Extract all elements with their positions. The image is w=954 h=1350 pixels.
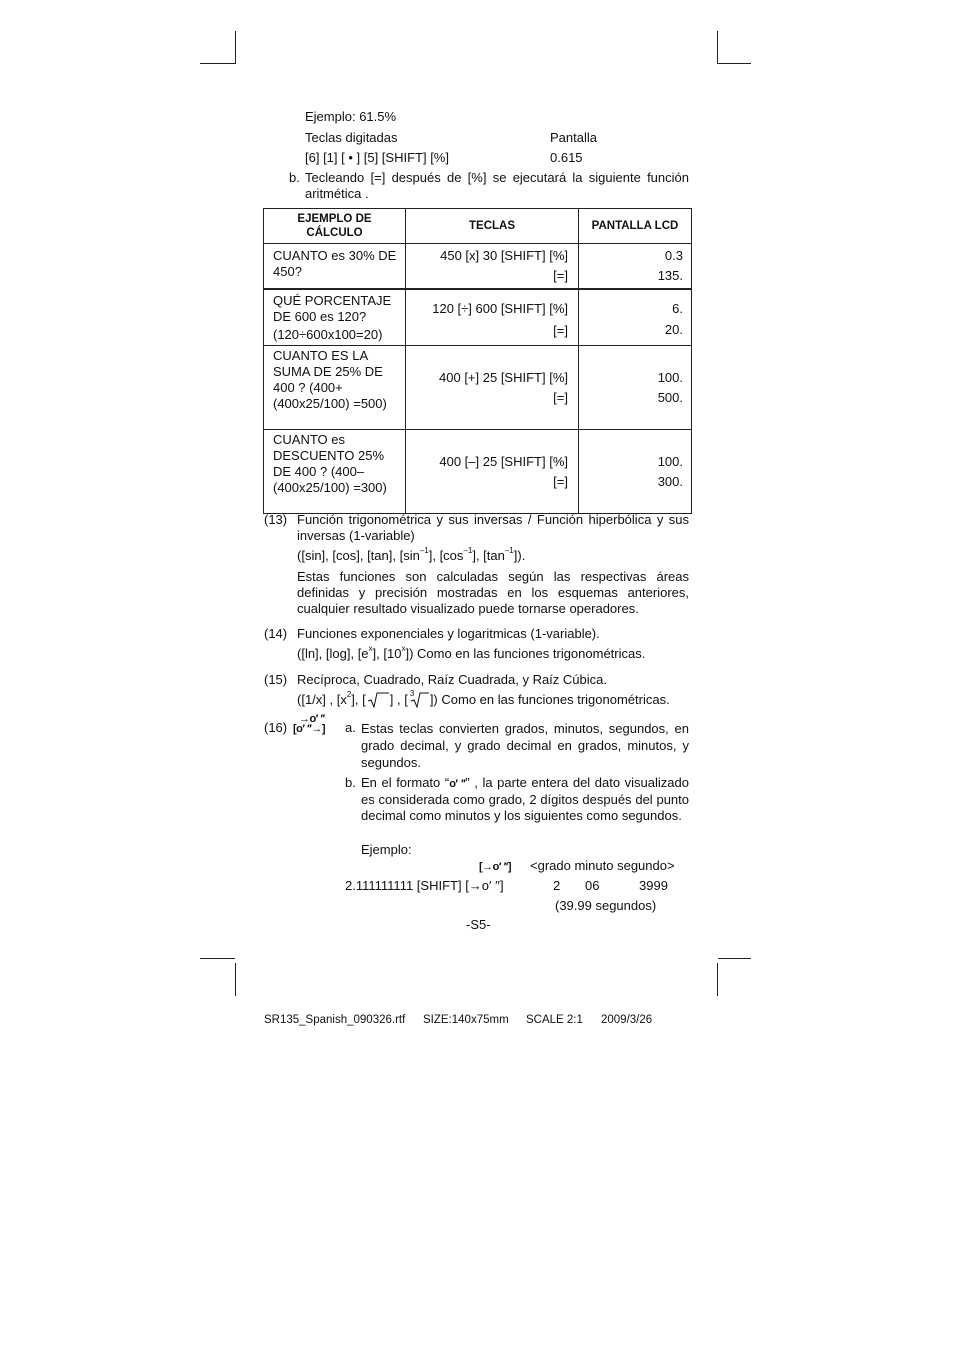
header-example: EJEMPLO DE CÁLCULO <box>264 209 406 244</box>
dms-note: (39.99 segundos) <box>555 898 657 913</box>
table-row <box>264 346 692 430</box>
section-13-number: (13) <box>264 512 288 527</box>
footer-file: SR135_Spanish_090326.rtf <box>264 1014 406 1026</box>
cube-root-icon: 3 <box>408 694 430 708</box>
footer-date: 2009/3/26 <box>601 1014 653 1026</box>
row-keys <box>406 430 579 514</box>
row-lcd-1: 6. <box>672 301 683 316</box>
example-keys: [6] [1] [ • ] [5] [SHIFT] [%] <box>305 150 449 165</box>
table-row <box>264 289 692 346</box>
crop-mark-bottom-left-v <box>235 963 236 996</box>
item-b-text: Tecleando [=] después de [%] se ejecutará la siguiente función aritmética . <box>305 170 689 201</box>
item-b2-marker: b. <box>345 775 356 790</box>
item-b2-text: En el formato “o′ ′′” , la parte entera del dato visualizado es considerada como grado, 2 dígitos después del punto decimal como minutos y los siguientes como segundos. <box>361 775 689 823</box>
dms-header: <grado minuto segundo> <box>530 858 675 873</box>
row-lcd-1: 100. <box>657 453 683 469</box>
dms-grado: 2 <box>553 878 561 893</box>
table-row <box>264 430 692 514</box>
row-example: CUANTO es DESCUENTO 25% DE 400 ? (400–(400x25/100) =300) <box>264 430 406 514</box>
row-lcd-1: 100. <box>657 369 683 385</box>
row-example-line2: (120÷600x100=20) <box>273 327 383 342</box>
footer-size: SIZE:140x75mm <box>423 1014 509 1026</box>
row-example: CUANTO ES LA SUMA DE 25% DE 400 ? (400+(400x25/100) =500) <box>264 346 406 430</box>
item-a-text: Estas teclas convierten grados, minutos, segundos, en grado decimal, y grado decimal en grados, minutos, y segundos. <box>361 721 689 770</box>
row-lcd <box>579 289 692 346</box>
row-keys <box>406 244 579 290</box>
section-14-number: (14) <box>264 626 288 641</box>
section-14-keys: ([ln], [log], $[e^x]$, [10$^x$]) Como en las funciones trigonométricas. <box>297 644 646 661</box>
row-keys-2: [=] <box>553 473 568 489</box>
row-keys-1: 120 [÷] 600 [SHIFT] [%] <box>432 301 568 316</box>
example-label: Ejemplo: 61.5% <box>305 109 397 124</box>
section-13-title: Función trigonométrica y sus inversas / Función hiperbólica y sus inversas (1-variable) <box>297 512 689 543</box>
section-14-title: Funciones exponenciales y logaritmicas (1-variable). <box>297 626 600 641</box>
square-root-icon <box>366 694 390 708</box>
row-keys <box>406 346 579 430</box>
example-16-label: Ejemplo: <box>361 842 412 857</box>
item-a-marker: a. <box>345 720 356 735</box>
row-keys-2: [=] <box>553 389 568 405</box>
section-13-keys: ([sin], [cos], [tan], $[\sin^{-1}]$, $[\cos^{-1}]$, $[\tan^{-1}]$). <box>297 546 526 563</box>
row-lcd-2: 20. <box>664 322 683 337</box>
row-keys <box>406 289 579 346</box>
row-example <box>264 289 406 346</box>
row-lcd-2: 135. <box>657 268 683 283</box>
crop-mark-top-right-h <box>718 63 751 64</box>
section-15-keys: ([1/x] , $[x^2]$, [ ] , [ 3 ]) Como en las funciones trigonométricas. <box>297 688 670 707</box>
dms-format-icon: o′ ′′ <box>449 778 466 790</box>
crop-mark-bottom-right-h <box>718 958 751 959</box>
percent-examples-table <box>263 208 692 514</box>
keys-header: Teclas digitadas <box>305 130 398 145</box>
row-lcd <box>579 244 692 290</box>
row-keys-1: 450 [x] 30 [SHIFT] [%] <box>440 248 568 263</box>
row-example-line1: QUÉ PORCENTAJE DE 600 es 120? <box>273 293 392 324</box>
header-lcd: PANTALLA LCD <box>579 209 692 244</box>
row-keys-2: [=] <box>553 323 568 338</box>
crop-mark-top-left-h <box>200 63 235 64</box>
row-lcd-2: 300. <box>657 473 683 489</box>
section-15-title: Recíproca, Cuadrado, Raíz Cuadrada, y Raíz Cúbica. <box>297 672 607 687</box>
row-example: CUANTO es 30% DE 450? <box>264 244 406 290</box>
footer-scale: SCALE 2:1 <box>526 1014 583 1026</box>
display-header: Pantalla <box>550 130 597 145</box>
row-keys-1: 400 [+] 25 [SHIFT] [%] <box>439 369 568 385</box>
dms-input: 2.111111111 [SHIFT] [→o′ ′′] <box>345 878 504 893</box>
header-keys: TECLAS <box>406 209 579 244</box>
table-header-row <box>264 209 692 244</box>
item-b-marker: b. <box>289 170 300 185</box>
row-lcd-1: 0.3 <box>664 248 683 263</box>
crop-mark-top-left-v <box>235 31 236 64</box>
table-row <box>264 244 692 290</box>
section-16-number: (16) <box>264 720 288 735</box>
crop-mark-top-right-v <box>717 31 718 64</box>
row-lcd <box>579 346 692 430</box>
page-number: -S5- <box>466 917 491 932</box>
section-13-body: Estas funciones son calculadas según las respectivas áreas definidas y precisión mostradas en los esquemas anteriores, cualquier resultado visualizado puede tornarse operadores. <box>297 569 689 616</box>
row-keys-1: 400 [–] 25 [SHIFT] [%] <box>439 453 568 469</box>
row-lcd <box>579 430 692 514</box>
row-lcd-2: 500. <box>657 389 683 405</box>
dms-key-label: [→o′ ′′] <box>479 861 512 873</box>
crop-mark-bottom-left-h <box>200 958 235 959</box>
dms-key-icon: →o′ ′′ [o′ ′′→] <box>293 713 326 735</box>
example-display: 0.615 <box>550 150 583 165</box>
section-15-number: (15) <box>264 672 288 687</box>
dms-segundo: 3999 <box>639 878 668 893</box>
row-keys-2: [=] <box>553 268 568 283</box>
dms-minuto: 06 <box>585 878 600 893</box>
crop-mark-bottom-right-v <box>717 963 718 996</box>
